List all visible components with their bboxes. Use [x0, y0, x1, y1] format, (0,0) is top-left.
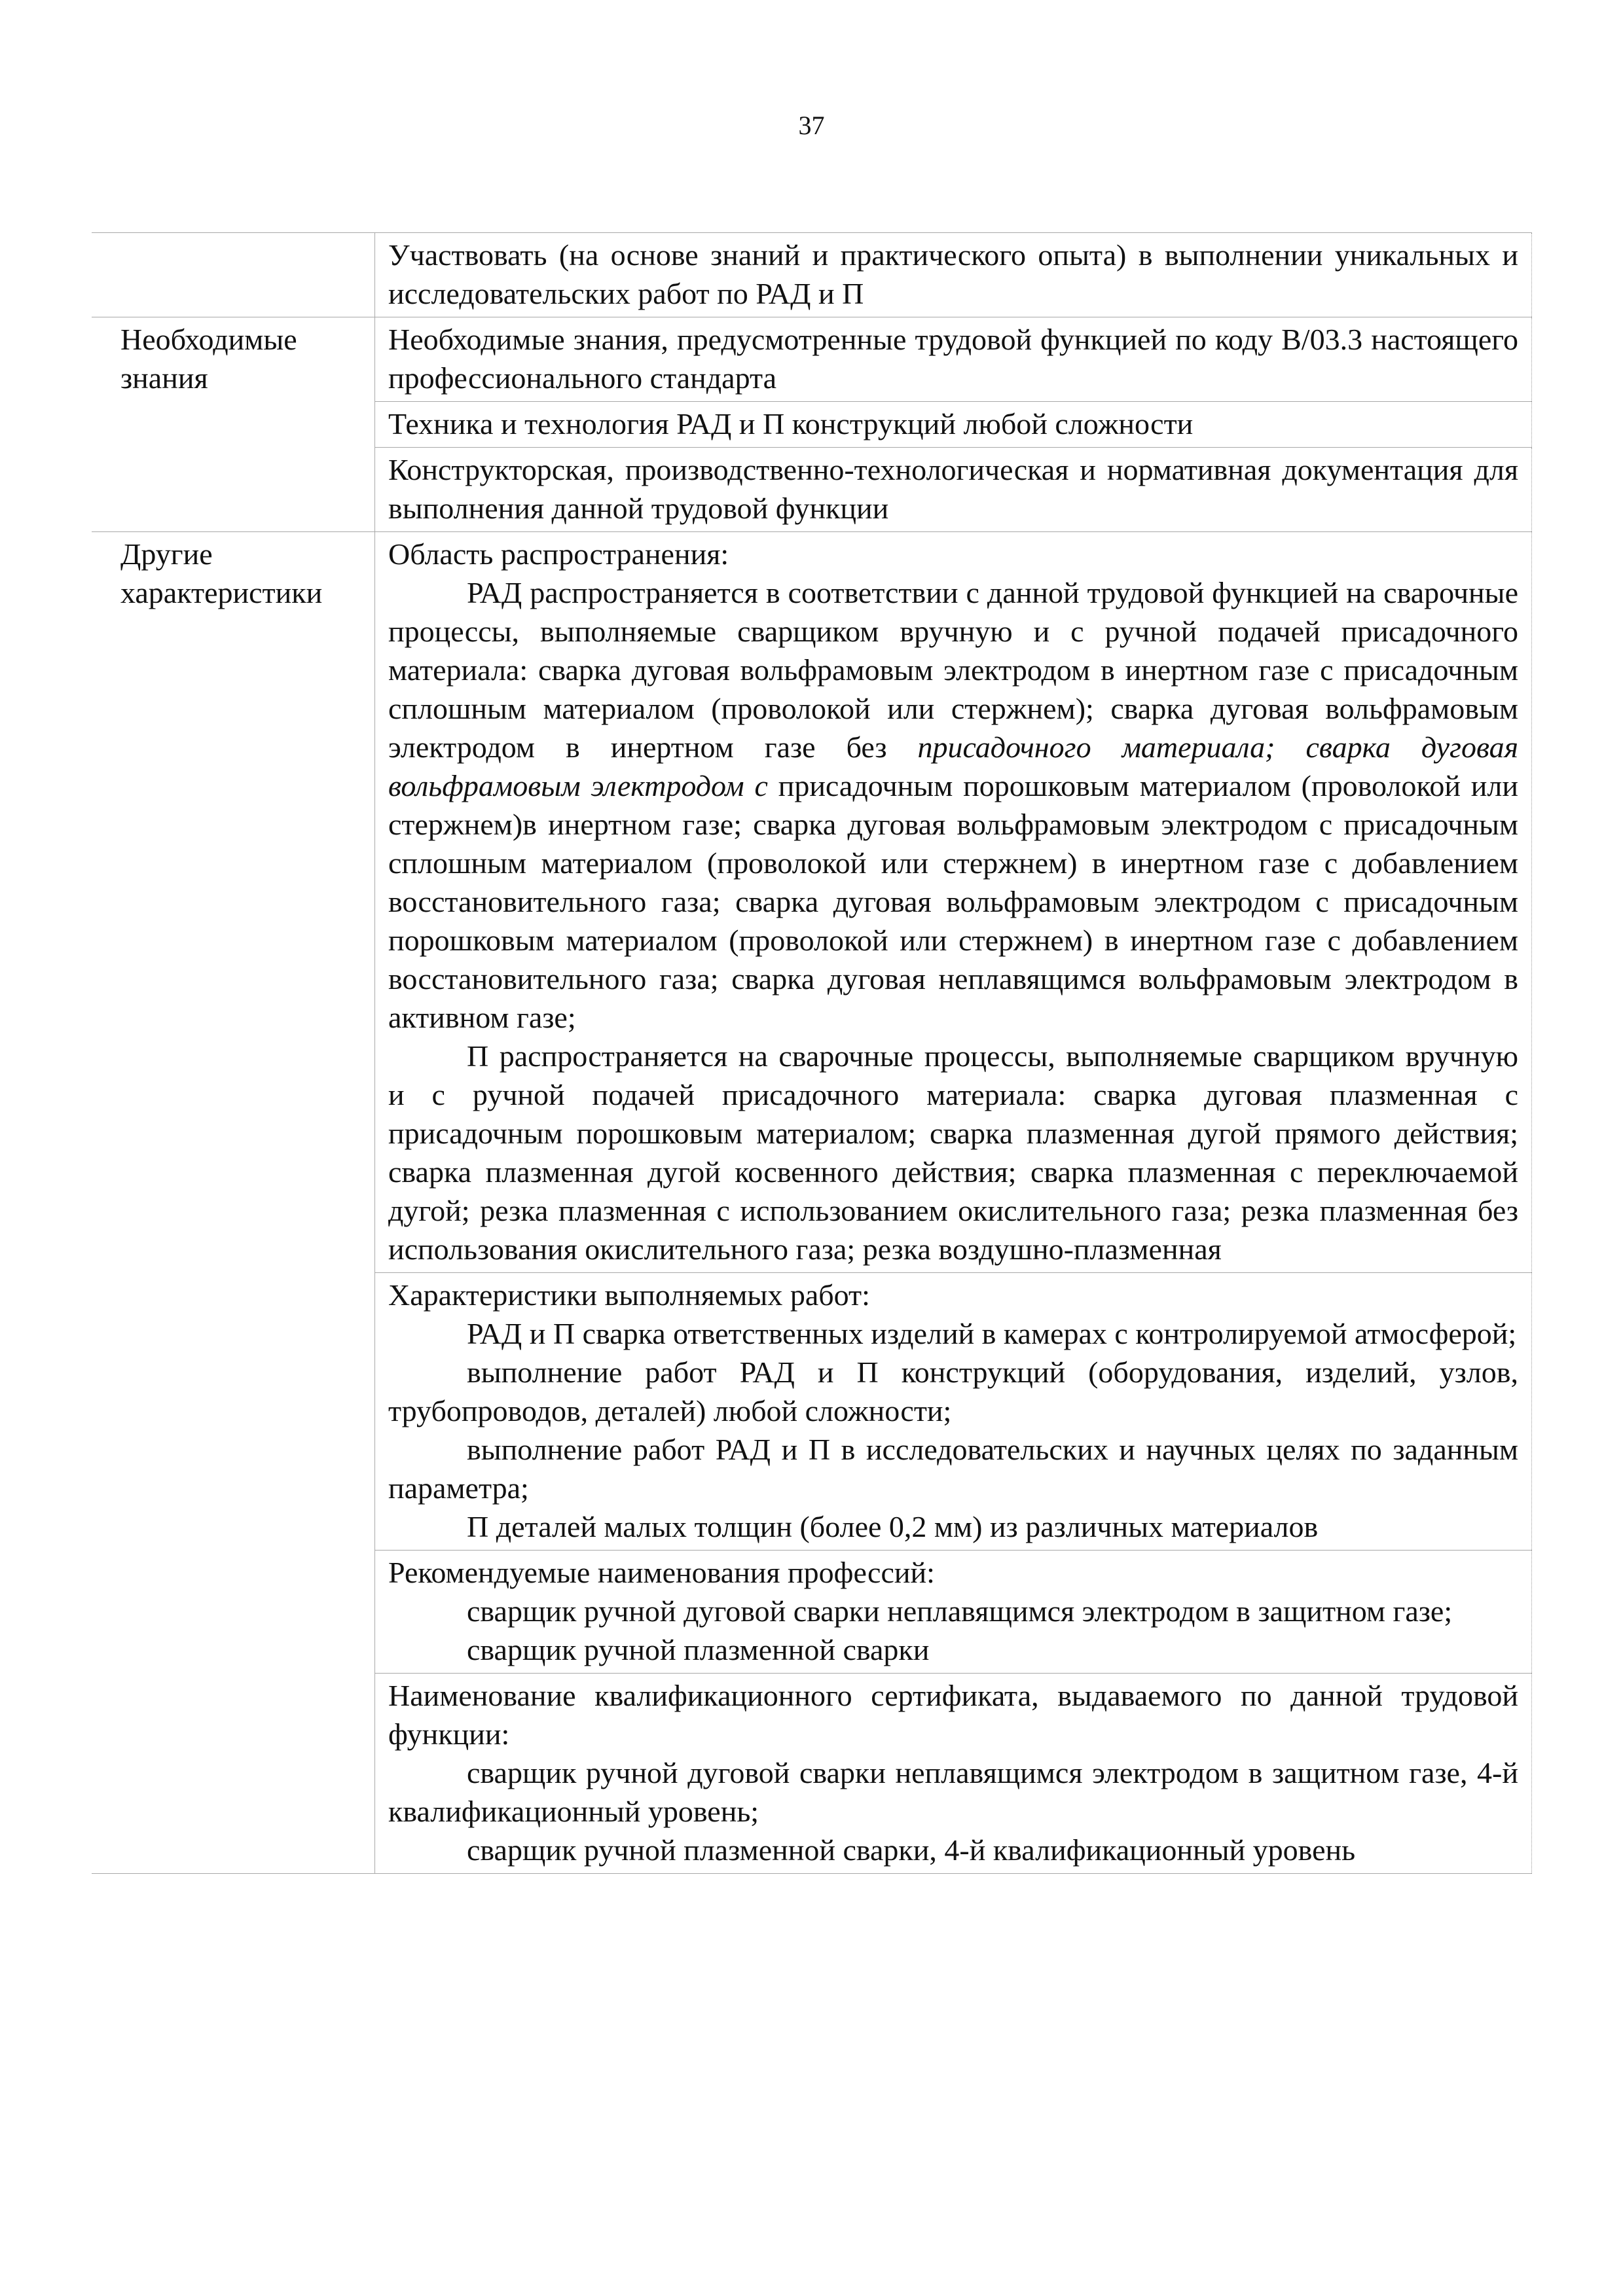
- work-item: П деталей малых толщин (более 0,2 мм) из различных материалов: [467, 1510, 1319, 1543]
- labor-function-table: [92, 232, 1532, 1874]
- row-label-other: Другие характеристики: [92, 532, 375, 1874]
- work-heading: Характеристики выполняемых работ:: [388, 1278, 870, 1312]
- professions-heading: Рекомендуемые наименования профессий:: [388, 1556, 935, 1589]
- work-item: выполнение работ РАД и П конструкций (оборудования, изделий, узлов, трубопроводов, деталей) любой сложности;: [388, 1355, 1518, 1427]
- table-cell-text: Конструкторская, производственно-технологическая и нормативная документация для выполнения данной трудовой функции: [388, 453, 1518, 525]
- profession-item: сварщик ручной плазменной сварки: [467, 1633, 930, 1666]
- work-item: выполнение работ РАД и П в исследовательских и научных целях по заданным параметра;: [388, 1433, 1518, 1505]
- table-cell-text: Техника и технология РАД и П конструкций любой сложности: [388, 407, 1194, 440]
- row-label-empty: [92, 233, 375, 317]
- scope-plasma-paragraph: П распространяется на сварочные процессы, выполняемые сварщиком вручную и с ручной подачей присадочного материала: сварка дуговая плазменная с присадочным порошковым материалом; сварка плазменная дугой прямого действия; сварка плазменная дугой косвенного действия; сварка плазменная с переключаемой дугой; резка плазменная с использованием окислительного газа; резка плазменная без использования окислительного газа; резка воздушно-плазменная: [388, 1039, 1518, 1266]
- page-number: 37: [798, 111, 825, 140]
- certificate-item: сварщик ручной плазменной сварки, 4-й квалификационный уровень: [467, 1833, 1356, 1867]
- table-row: [92, 317, 1532, 402]
- profession-item: сварщик ручной дуговой сварки неплавящимся электродом в защитном газе;: [467, 1594, 1453, 1628]
- scope-rad-text-1: РАД распространяется в соответствии с данной трудовой функцией на сварочные процессы, выполняемые сварщиком вручную и с ручной подачей присадочного материала: сварка дуговая вольфрамовым электродом в инертном газе с присадочным сплошным материалом (проволокой или стержнем); сварка дуговая вольфрамовым электродом в инертном газе без: [388, 576, 1518, 764]
- certificate-heading: Наименование квалификационного сертификата, выдаваемого по данной трудовой функции:: [388, 1679, 1518, 1751]
- row-label-knowledge: Необходимые знания: [92, 317, 375, 532]
- scope-heading: Область распространения:: [388, 537, 729, 571]
- table-row: [92, 233, 1532, 317]
- table-cell-text: Необходимые знания, предусмотренные трудовой функцией по коду В/03.3 настоящего профессионального стандарта: [388, 323, 1518, 395]
- work-item: РАД и П сварка ответственных изделий в камерах с контролируемой атмосферой;: [467, 1317, 1517, 1350]
- table-row: [92, 532, 1532, 1273]
- certificate-item: сварщик ручной дуговой сварки неплавящимся электродом в защитном газе, 4-й квалификационный уровень;: [388, 1756, 1518, 1828]
- scope-rad-italic: присадочного материала; сварка дуговая вольфрамовым электродом с: [388, 730, 1518, 802]
- scope-rad-text-2: присадочным порошковым материалом (проволокой или стержнем)в инертном газе; сварка дуговая вольфрамовым электродом с присадочным сплошным материалом (проволокой или стержнем) в инертном газе с добавлением восстановительного газа; сварка дуговая вольфрамовым электродом с присадочным порошковым материалом (проволокой или стержнем) в инертном газе с добавлением восстановительного газа; сварка дуговая неплавящимся вольфрамовым электродом в активном газе;: [388, 769, 1518, 1034]
- table-cell-text: Участвовать (на основе знаний и практического опыта) в выполнении уникальных и исследовательских работ по РАД и П: [388, 238, 1518, 310]
- scope-rad-paragraph: [388, 573, 1518, 1037]
